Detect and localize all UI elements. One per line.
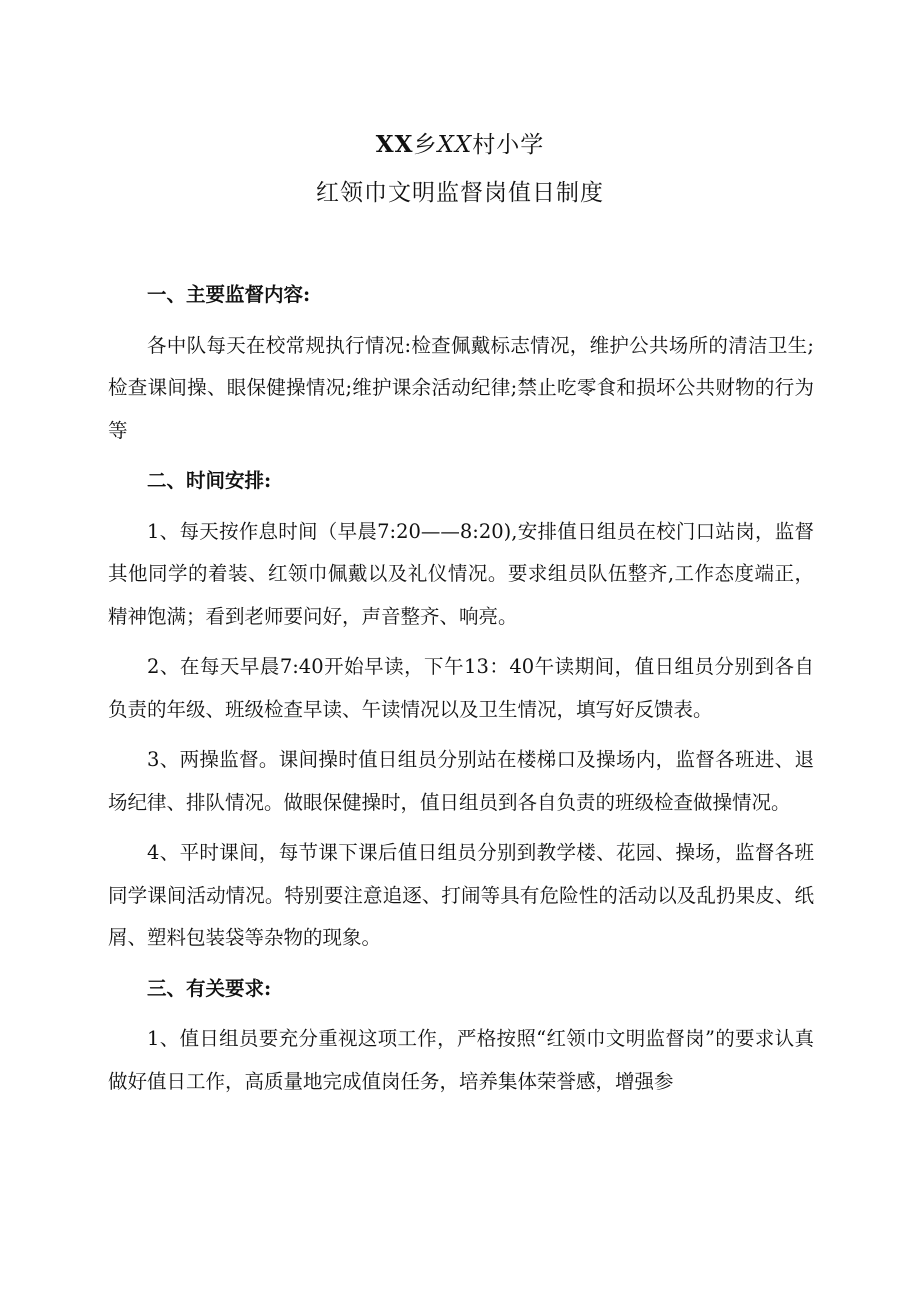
document-body (108, 274, 814, 1111)
section2-item-1: 1、每天按作息时间（早晨7:20——8:20),安排值日组员在校门口站岗，监督其他同学的着装、红领巾佩戴以及礼仪情况。要求组员队伍整齐,工作态度端正，精神饱满；看到老师要问好，声音整齐、响亮。 (108, 519, 814, 628)
document-title-regulation: 红领巾文明监督岗值日制度 (316, 180, 604, 206)
section2-heading: 二、时间安排: (147, 469, 272, 492)
title-xiang: 乡 (413, 132, 438, 158)
title-village-school: 村小学 (472, 132, 545, 158)
section2-item-4: 4、平时课间，每节课下课后值日组员分别到教学楼、花园、操场，监督各班同学课间活动情况。特别要注意追逐、打闹等具有危险性的活动以及乱扔果皮、纸屑、塑料包装袋等杂物的现象。 (108, 841, 814, 949)
section1-paragraph: 各中队每天在校常规执行情况:检查佩戴标志情况，维护公共场所的清洁卫生;检查课间操、眼保健操情况;维护课余活动纪律;禁止吃零食和损坏公共财物的行为等 (108, 333, 814, 442)
title-xx-bold: XX (375, 131, 414, 158)
section2-item-3: 3、两操监督。课间操时值日组员分别站在楼梯口及操场内，监督各班进、退场纪律、排队情况。做眼保健操时，值日组员到各自负责的班级检查做操情况。 (108, 748, 814, 814)
section1-heading: 一、主要监督内容: (147, 283, 311, 306)
title-xx-italic: XX (437, 132, 473, 158)
section3-heading: 三、有关要求: (147, 976, 272, 1000)
section2-item-2: 2、在每天早晨7:40开始早读，下午13：40午读期间，值日组员分别到各自负责的年级、班级检查早读、午读情况以及卫生情况，填写好反馈表。 (108, 655, 814, 721)
section3-item-1: 1、值日组员要充分重视这项工作，严格按照“红领巾文明监督岗”的要求认真做好值日工作，高质量地完成值岗任务，培养集体荣誉感，增强参 (108, 1027, 814, 1093)
document-title-school (0, 126, 920, 159)
